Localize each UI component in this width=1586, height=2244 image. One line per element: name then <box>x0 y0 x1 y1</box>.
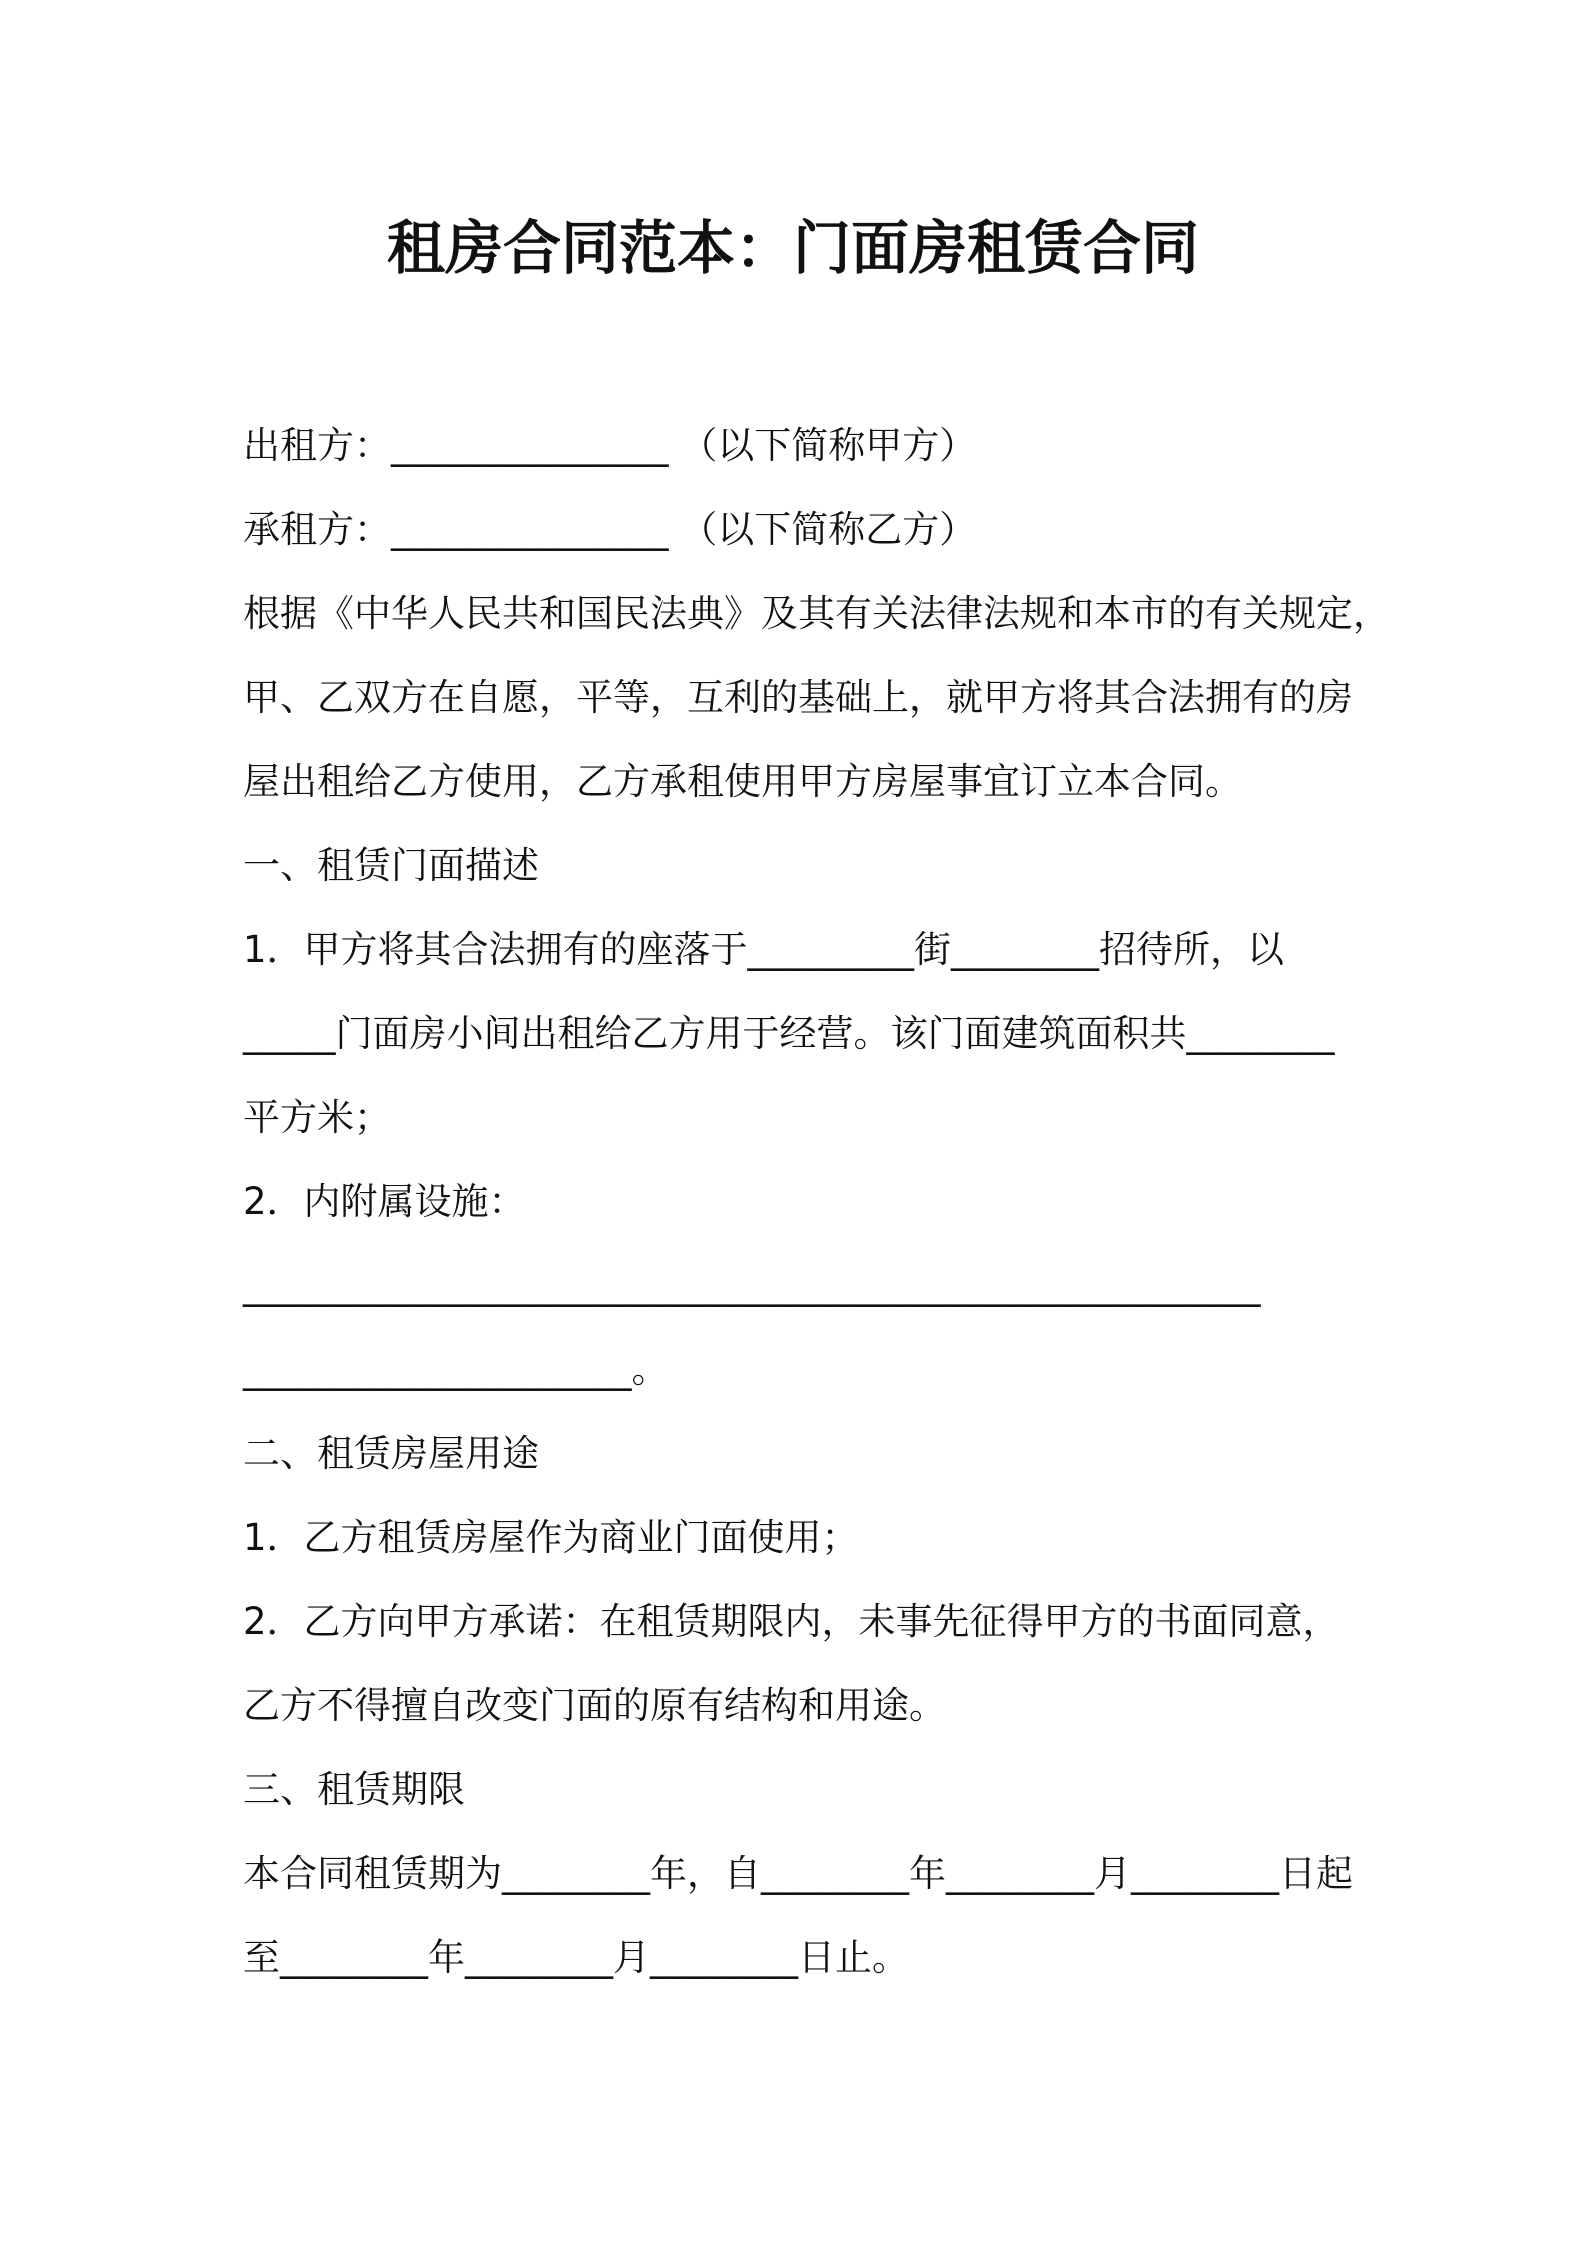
lessee-line: 承租方：_______________ （以下简称乙方） <box>243 508 977 551</box>
clause-1-2-blank-line-1: _______________________________________________________ <box>243 1264 1261 1307</box>
clause-2-2-line-1: 2．乙方向甲方承诺：在租赁期限内，未事先征得甲方的书面同意， <box>243 1600 1340 1643</box>
preamble-line-2: 甲、乙双方在自愿，平等，互利的基础上，就甲方将其合法拥有的房 <box>243 676 1353 719</box>
section-heading-3: 三、租赁期限 <box>243 1768 465 1811</box>
clause-3-line-1: 本合同租赁期为________年，自________年________月________日起 <box>243 1852 1353 1895</box>
preamble-line-1: 根据《中华人民共和国民法典》及其有关法律法规和本市的有关规定， <box>243 592 1390 635</box>
clause-2-1: 1．乙方租赁房屋作为商业门面使用； <box>243 1516 859 1559</box>
clause-2-2-line-2: 乙方不得擅自改变门面的原有结构和用途。 <box>243 1684 946 1727</box>
contract-body <box>243 404 1390 2000</box>
clause-1-2-blank-line-2: _____________________。 <box>243 1348 669 1391</box>
clause-1-1-line-1: 1．甲方将其合法拥有的座落于_________街________招待所，以 <box>243 928 1285 971</box>
section-heading-1: 一、租赁门面描述 <box>243 844 539 887</box>
document-title: 租房合同范本：门面房租赁合同 <box>386 214 1199 282</box>
clause-3-line-2: 至________年________月________日止。 <box>243 1936 909 1979</box>
section-heading-2: 二、租赁房屋用途 <box>243 1432 539 1475</box>
clause-1-1-line-3: 平方米； <box>243 1096 391 1139</box>
clause-1-2-line-1: 2．内附属设施： <box>243 1180 526 1223</box>
lessor-line: 出租方：_______________ （以下简称甲方） <box>243 424 977 467</box>
preamble-line-3: 屋出租给乙方使用，乙方承租使用甲方房屋事宜订立本合同。 <box>243 760 1242 803</box>
clause-1-1-line-2: _____门面房小间出租给乙方用于经营。该门面建筑面积共________ <box>243 1012 1335 1055</box>
